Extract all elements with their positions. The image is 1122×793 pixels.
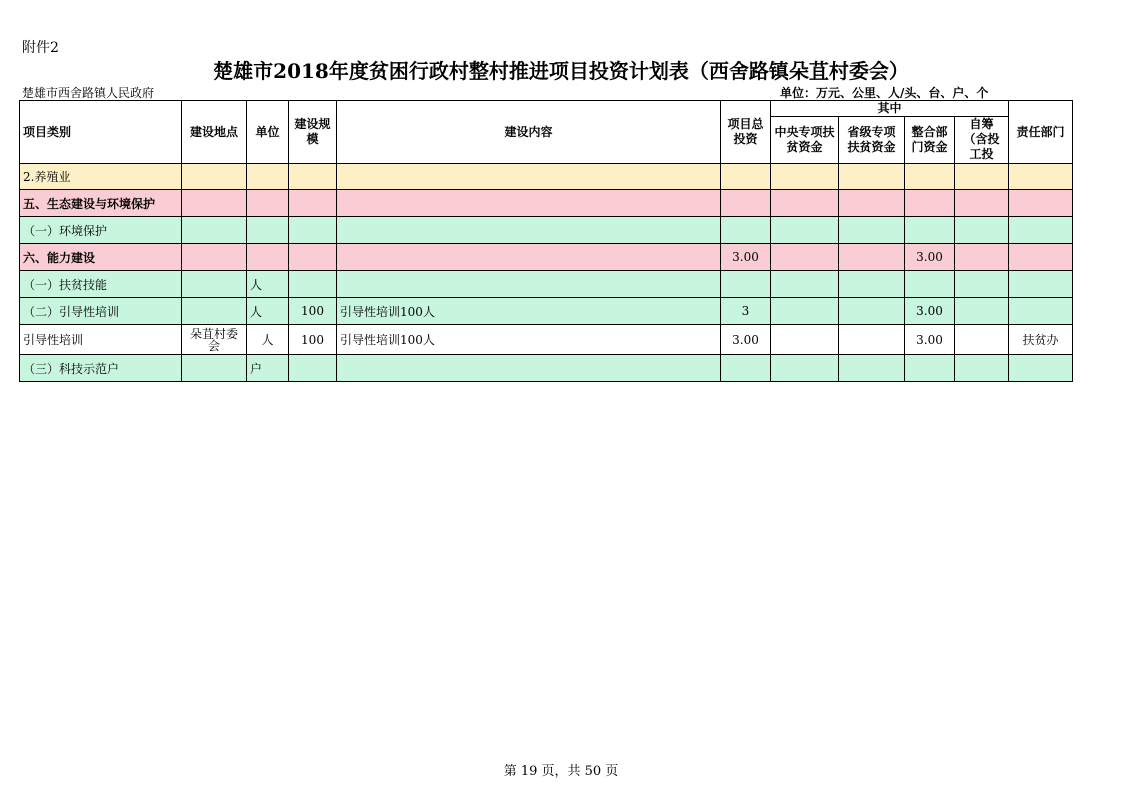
cell-category: （一）扶贫技能 bbox=[20, 271, 182, 298]
header-provincial: 省级专项扶贫资金 bbox=[839, 117, 905, 164]
cell-dept: 扶贫办 bbox=[1009, 325, 1073, 355]
cell-unit bbox=[247, 217, 289, 244]
cell-self bbox=[955, 244, 1009, 271]
cell-provincial bbox=[839, 164, 905, 190]
cell-dept bbox=[1009, 244, 1073, 271]
header-location: 建设地点 bbox=[182, 101, 247, 164]
table-row bbox=[20, 355, 1073, 382]
cell-central bbox=[771, 244, 839, 271]
cell-category: 六、能力建设 bbox=[20, 244, 182, 271]
table-row bbox=[20, 244, 1073, 271]
cell-scale: 100 bbox=[289, 325, 337, 355]
cell-scale: 100 bbox=[289, 298, 337, 325]
cell-location bbox=[182, 164, 247, 190]
cell-self bbox=[955, 298, 1009, 325]
cell-scale bbox=[289, 217, 337, 244]
page-title: 楚雄市2018年度贫困行政村整村推进项目投资计划表（西舍路镇朵苴村委会） bbox=[213, 59, 909, 83]
cell-unit bbox=[247, 244, 289, 271]
cell-self bbox=[955, 271, 1009, 298]
cell-provincial bbox=[839, 271, 905, 298]
cell-central bbox=[771, 325, 839, 355]
cell-location bbox=[182, 217, 247, 244]
cell-content bbox=[337, 190, 721, 217]
cell-location: 朵苴村委会 bbox=[182, 325, 247, 355]
cell-content bbox=[337, 244, 721, 271]
cell-location bbox=[182, 298, 247, 325]
cell-content: 引导性培训100人 bbox=[337, 325, 721, 355]
table-row bbox=[20, 298, 1073, 325]
cell-integrated: 3.00 bbox=[905, 298, 955, 325]
header-integrated: 整合部门资金 bbox=[905, 117, 955, 164]
cell-integrated bbox=[905, 190, 955, 217]
cell-dept bbox=[1009, 217, 1073, 244]
cell-scale bbox=[289, 244, 337, 271]
cell-self bbox=[955, 190, 1009, 217]
cell-self bbox=[955, 355, 1009, 382]
table-row bbox=[20, 190, 1073, 217]
header-total: 项目总投资 bbox=[721, 101, 771, 164]
cell-central bbox=[771, 355, 839, 382]
header-central: 中央专项扶贫资金 bbox=[771, 117, 839, 164]
cell-category: （一）环境保护 bbox=[20, 217, 182, 244]
cell-integrated bbox=[905, 217, 955, 244]
cell-content bbox=[337, 355, 721, 382]
header-content: 建设内容 bbox=[337, 101, 721, 164]
cell-total bbox=[721, 217, 771, 244]
cell-content bbox=[337, 217, 721, 244]
cell-self bbox=[955, 325, 1009, 355]
cell-self bbox=[955, 164, 1009, 190]
cell-provincial bbox=[839, 244, 905, 271]
cell-central bbox=[771, 271, 839, 298]
cell-location bbox=[182, 355, 247, 382]
cell-integrated: 3.00 bbox=[905, 244, 955, 271]
cell-total: 3.00 bbox=[721, 325, 771, 355]
cell-category: 引导性培训 bbox=[20, 325, 182, 355]
cell-category: （二）引导性培训 bbox=[20, 298, 182, 325]
cell-location bbox=[182, 190, 247, 217]
cell-dept bbox=[1009, 355, 1073, 382]
units-label: 单位：万元、公里、人/头、台、户、个 bbox=[780, 86, 989, 100]
cell-unit bbox=[247, 190, 289, 217]
cell-unit bbox=[247, 164, 289, 190]
cell-scale bbox=[289, 271, 337, 298]
cell-location bbox=[182, 244, 247, 271]
cell-category: 2.养殖业 bbox=[20, 164, 182, 190]
cell-provincial bbox=[839, 355, 905, 382]
table-row bbox=[20, 271, 1073, 298]
cell-unit: 人 bbox=[247, 271, 289, 298]
cell-content: 引导性培训100人 bbox=[337, 298, 721, 325]
header-category: 项目类别 bbox=[20, 101, 182, 164]
cell-self bbox=[955, 217, 1009, 244]
cell-total bbox=[721, 355, 771, 382]
cell-dept bbox=[1009, 271, 1073, 298]
cell-central bbox=[771, 190, 839, 217]
cell-provincial bbox=[839, 217, 905, 244]
cell-central bbox=[771, 217, 839, 244]
cell-central bbox=[771, 164, 839, 190]
cell-integrated bbox=[905, 164, 955, 190]
cell-unit: 人 bbox=[247, 325, 289, 355]
cell-provincial bbox=[839, 298, 905, 325]
cell-scale bbox=[289, 355, 337, 382]
cell-unit: 人 bbox=[247, 298, 289, 325]
header-self: 自筹（含投工投 bbox=[955, 117, 1009, 164]
cell-provincial bbox=[839, 190, 905, 217]
page-number: 第 19 页，共 50 页 bbox=[503, 764, 619, 779]
cell-integrated bbox=[905, 271, 955, 298]
header-among: 其中 bbox=[771, 101, 1009, 117]
cell-integrated: 3.00 bbox=[905, 325, 955, 355]
table-row bbox=[20, 325, 1073, 355]
cell-dept bbox=[1009, 164, 1073, 190]
cell-dept bbox=[1009, 298, 1073, 325]
attachment-label: 附件2 bbox=[22, 40, 59, 56]
header-scale: 建设规模 bbox=[289, 101, 337, 164]
cell-total: 3 bbox=[721, 298, 771, 325]
cell-content bbox=[337, 271, 721, 298]
organization-label: 楚雄市西舍路镇人民政府 bbox=[22, 86, 155, 100]
cell-central bbox=[771, 298, 839, 325]
cell-dept bbox=[1009, 190, 1073, 217]
cell-location bbox=[182, 271, 247, 298]
cell-unit: 户 bbox=[247, 355, 289, 382]
header-unit: 单位 bbox=[247, 101, 289, 164]
cell-integrated bbox=[905, 355, 955, 382]
cell-total: 3.00 bbox=[721, 244, 771, 271]
table-row bbox=[20, 217, 1073, 244]
cell-content bbox=[337, 164, 721, 190]
header-dept: 责任部门 bbox=[1009, 101, 1073, 164]
table-row bbox=[20, 164, 1073, 190]
investment-plan-table bbox=[19, 100, 1073, 382]
cell-provincial bbox=[839, 325, 905, 355]
cell-total bbox=[721, 271, 771, 298]
cell-scale bbox=[289, 164, 337, 190]
cell-category: （三）科技示范户 bbox=[20, 355, 182, 382]
cell-scale bbox=[289, 190, 337, 217]
cell-total bbox=[721, 164, 771, 190]
cell-total bbox=[721, 190, 771, 217]
cell-category: 五、生态建设与环境保护 bbox=[20, 190, 182, 217]
